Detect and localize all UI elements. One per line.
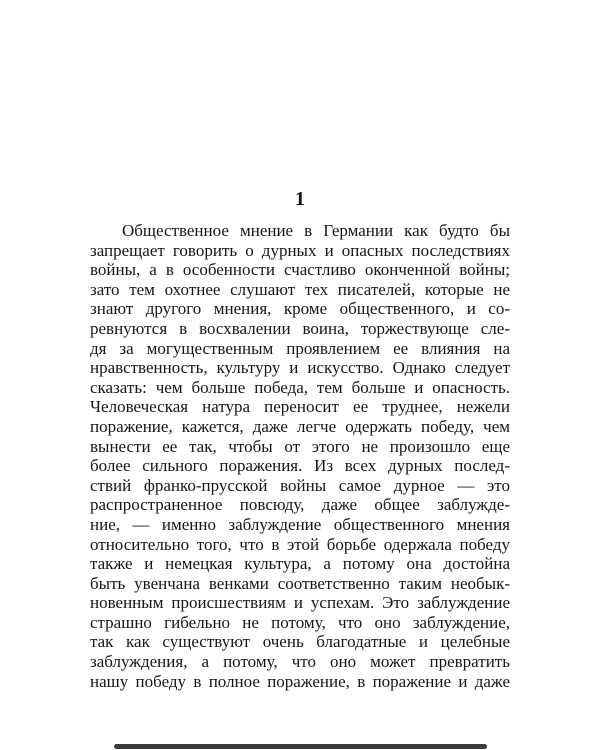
text-line: также и немецкая культура, а потому она достойна (90, 554, 510, 574)
text-line: Общественное мнение в Германии как будто бы (122, 221, 510, 240)
text-line: ние, — именно заблуждение общественного мнения (90, 514, 510, 534)
text-line: зато тем охотнее слушают тех писателей, которые не (90, 279, 510, 299)
text-line: более сильного поражения. Из всех дурных послед- (90, 456, 510, 476)
text-line: нашу победу в полное поражение, в поражение и даже (90, 671, 510, 691)
text-line: заблуждения, а потому, что оно может превратить (90, 652, 510, 672)
chapter-number: 1 (295, 188, 305, 210)
text-line: распространенное повсюду, даже общее заблужде- (90, 495, 510, 515)
text-line: поражение, кажется, даже легче одержать победу, чем (90, 416, 510, 436)
text-line: относительно того, что в этой борьбе одержала победу (90, 534, 510, 554)
text-line: дя за могущественным проявлением ее влияния на (90, 338, 510, 358)
text-line: новенным происшествиям и успехам. Это заблуждение (90, 593, 510, 613)
text-line: сказать: чем больше победа, тем больше и опасность. (90, 377, 510, 397)
text-line: быть увенчана венками соответственно таким необык- (90, 573, 510, 593)
text-line: ревнуются в восхвалении воина, торжествующе сле- (90, 318, 510, 338)
text-line: вынести ее так, чтобы от этого не произошло еще (90, 436, 510, 456)
text-line: запрещает говорить о дурных и опасных последствиях (90, 240, 510, 260)
home-indicator-bar[interactable] (114, 744, 487, 749)
text-line: знают другого мнения, кроме общественного, и со- (90, 299, 510, 319)
text-line: ствий франко-прусской войны самое дурное — это (90, 475, 510, 495)
text-line: войны, а в особенности счастливо оконченной войны; (90, 260, 510, 280)
text-line: так как существуют очень благодатные и целебные (90, 632, 510, 652)
paragraph (90, 221, 510, 691)
text-line: нравственность, культуру и искусство. Однако следует (90, 358, 510, 378)
text-line: страшно гибельно не потому, что оно заблуждение, (90, 612, 510, 632)
text-line: Человеческая натура переносит ее труднее, нежели (90, 397, 510, 417)
